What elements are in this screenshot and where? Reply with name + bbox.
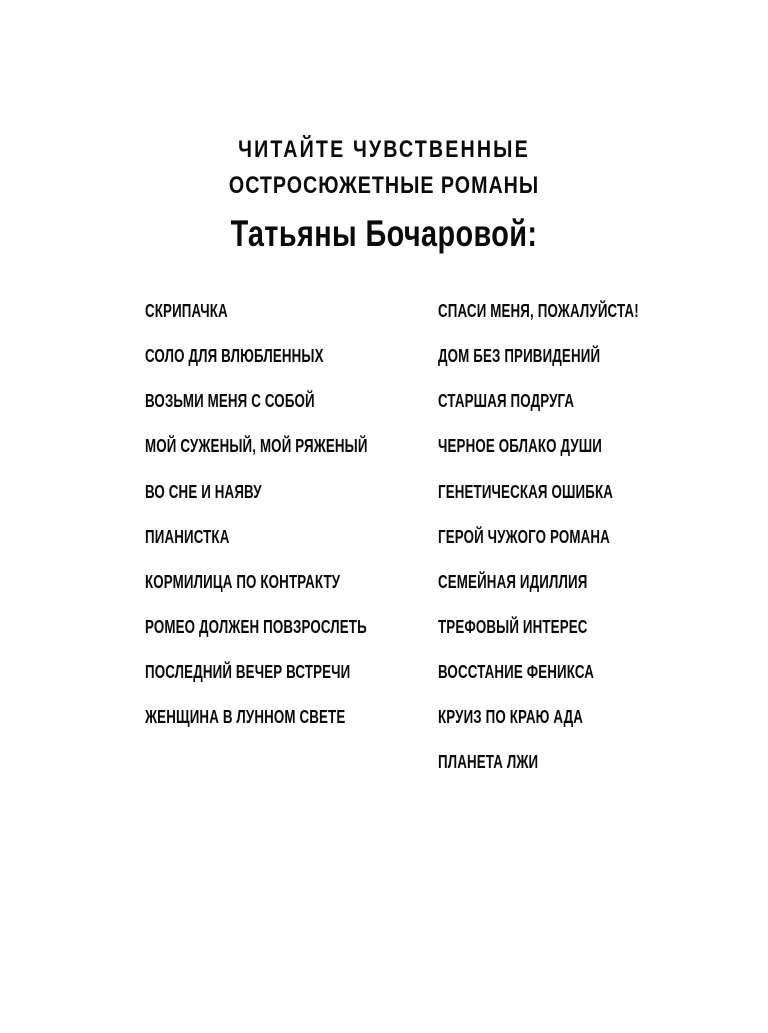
book-title: МОЙ СУЖЕНЫЙ, МОЙ РЯЖЕНЫЙ (145, 436, 368, 456)
heading-line-2: ОСТРОСЮЖЕТНЫЕ РОМАНЫ (228, 172, 540, 199)
book-title: КРУИЗ ПО КРАЮ АДА (438, 707, 584, 727)
book-title: КОРМИЛИЦА ПО КОНТРАКТУ (145, 572, 341, 592)
book-title: ВОССТАНИЕ ФЕНИКСА (438, 662, 595, 682)
heading-author: Татьяны Бочаровой: (230, 213, 538, 254)
book-title: СТАРШАЯ ПОДРУГА (438, 391, 575, 411)
book-title: ПИАНИСТКА (145, 527, 230, 547)
book-title: СЕМЕЙНАЯ ИДИЛЛИЯ (438, 572, 588, 592)
book-title: ДОМ БЕЗ ПРИВИДЕНИЙ (438, 346, 601, 366)
book-title: СКРИПАЧКА (145, 301, 228, 321)
book-title: ЧЕРНОЕ ОБЛАКО ДУШИ (438, 436, 603, 456)
book-title: ВОЗЬМИ МЕНЯ С СОБОЙ (145, 391, 315, 411)
book-title: ГЕНЕТИЧЕСКАЯ ОШИБКА (438, 482, 613, 502)
book-title: СПАСИ МЕНЯ, ПОЖАЛУЙСТА! (438, 301, 639, 321)
book-title: СОЛО ДЛЯ ВЛЮБЛЕННЫХ (145, 346, 324, 366)
book-title: ПЛАНЕТА ЛЖИ (438, 752, 539, 772)
book-title: ПОСЛЕДНИЙ ВЕЧЕР ВСТРЕЧИ (145, 662, 351, 682)
book-title: ЖЕНЩИНА В ЛУННОМ СВЕТЕ (145, 707, 346, 727)
book-title: ГЕРОЙ ЧУЖОГО РОМАНА (438, 527, 610, 547)
book-title: РОМЕО ДОЛЖЕН ПОВЗРОСЛЕТЬ (145, 617, 367, 637)
heading-line-1: ЧИТАЙТЕ ЧУВСТВЕННЫЕ (238, 136, 530, 163)
page-heading (0, 138, 768, 254)
book-title: ВО СНЕ И НАЯВУ (145, 482, 262, 502)
book-title: ТРЕФОВЫЙ ИНТЕРЕС (438, 617, 588, 637)
